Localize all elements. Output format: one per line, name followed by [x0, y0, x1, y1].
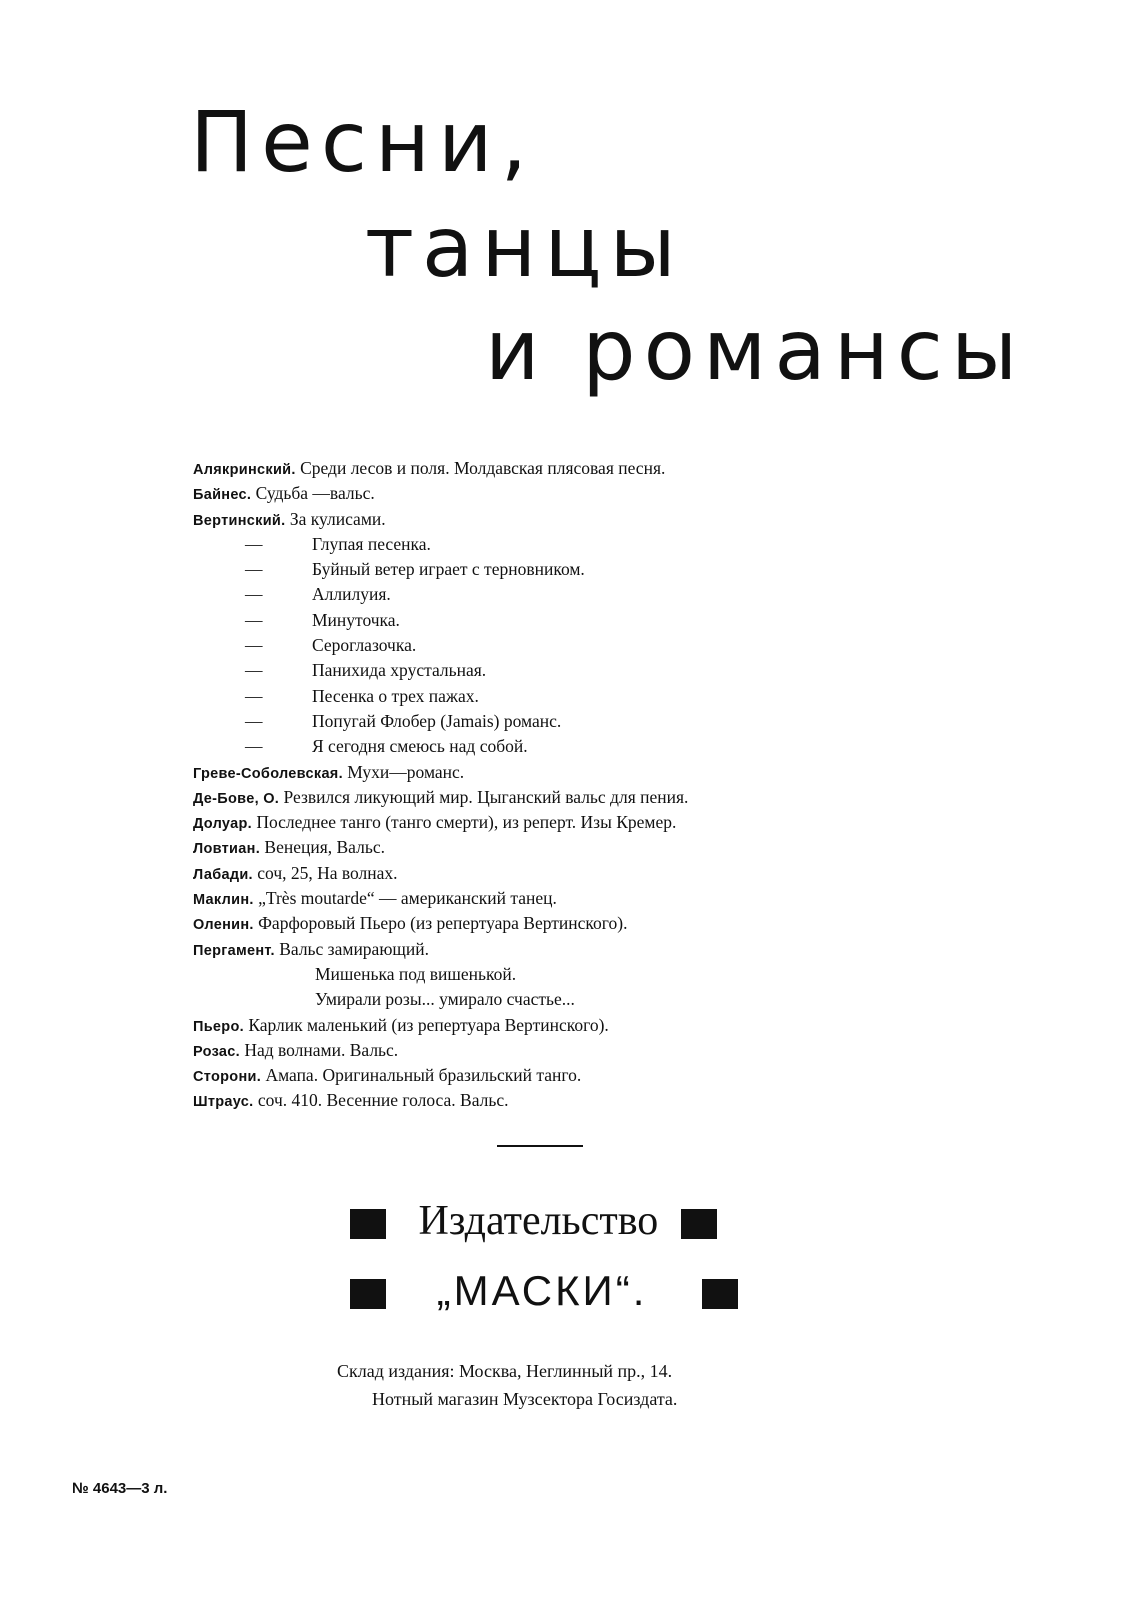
divider — [497, 1145, 583, 1147]
list-item — [193, 937, 893, 962]
ditto-dash: — — [245, 559, 263, 580]
black-square-ornament — [350, 1209, 386, 1239]
list-item — [193, 835, 893, 860]
work-title: соч, 25, На волнах. — [252, 862, 398, 883]
composer-name: Ловтиан. — [193, 841, 261, 858]
address-line-1: Склад издания: Москва, Неглинный пр., 14. — [337, 1361, 673, 1381]
list-item — [193, 456, 893, 481]
list-item — [193, 987, 893, 1012]
list-item — [193, 481, 893, 506]
composer-name: Штраус. — [193, 1094, 254, 1111]
composer-name: Алякринский. — [193, 462, 296, 478]
work-title: Венеция, Вальс. — [260, 837, 385, 858]
list-item — [193, 734, 893, 759]
work-title: Карлик маленький (из репертуара Вертинского). — [243, 1014, 609, 1035]
work-title: Песенка о трех пажах. — [312, 685, 479, 706]
work-title: Я сегодня смеюсь над собой. — [312, 736, 528, 757]
work-title: Панихида хрустальная. — [312, 660, 487, 681]
title-line-3: и романсы — [485, 301, 1026, 399]
list-item — [193, 962, 893, 987]
work-title: Минуточка. — [312, 609, 400, 630]
list-item — [193, 886, 893, 911]
list-item — [193, 911, 893, 936]
list-item — [193, 1013, 893, 1038]
composer-name: Розас. — [193, 1043, 240, 1060]
black-square-ornament — [681, 1209, 717, 1239]
repertoire-list — [193, 456, 893, 1114]
black-square-ornament — [702, 1279, 738, 1309]
ditto-dash: — — [245, 533, 263, 554]
work-title: Буйный ветер играет с терновником. — [312, 559, 585, 580]
list-item — [193, 507, 893, 532]
ditto-dash: — — [245, 635, 263, 656]
list-item — [193, 658, 893, 683]
work-title: Сероглазочка. — [312, 635, 417, 656]
list-item — [193, 1038, 893, 1063]
list-item — [193, 557, 893, 582]
black-square-ornament — [350, 1279, 386, 1309]
ditto-dash: — — [245, 660, 263, 681]
ditto-dash: — — [245, 710, 263, 731]
address-line-2: Нотный магазин Музсектора Госиздата. — [372, 1389, 678, 1409]
work-title: Мухи—романс. — [342, 761, 465, 782]
list-item — [193, 810, 893, 835]
ditto-dash: — — [245, 609, 263, 630]
work-title: Вальс замирающий. — [274, 938, 429, 959]
composer-name: Долуар. — [193, 816, 252, 833]
work-title: соч. 410. Весенние голоса. Вальс. — [253, 1090, 509, 1111]
ditto-dash: — — [245, 584, 263, 605]
catalog-number: № 4643—3 л. — [72, 1480, 168, 1497]
work-title: Фарфоровый Пьеро (из репертуара Вертинского). — [253, 913, 628, 934]
publisher-line-1: Издательство — [350, 1200, 717, 1242]
work-title: Последнее танго (танго смерти), из реперт. Изы Кремер. — [251, 812, 677, 833]
list-item — [193, 861, 893, 886]
list-item — [193, 760, 893, 785]
list-item — [193, 1063, 893, 1088]
title-line-2: танцы — [365, 198, 684, 296]
work-title: Мишенька под вишенькой. — [315, 963, 517, 984]
composer-name: Вертинский. — [193, 512, 286, 529]
composer-name: Байнес. — [193, 487, 252, 504]
composer-name: Де-Бове, О. — [193, 790, 280, 807]
title-line-1: Песни, — [190, 93, 536, 191]
list-item — [193, 709, 893, 734]
work-title: Умирали розы... умирало счастье... — [315, 989, 575, 1010]
work-title: Среди лесов и поля. Молдавская плясовая песня. — [295, 458, 666, 478]
list-item — [193, 633, 893, 658]
list-item — [193, 532, 893, 557]
work-title: Амапа. Оригинальный бразильский танго. — [261, 1065, 582, 1086]
work-title: За кулисами. — [285, 508, 386, 529]
work-title: Над волнами. Вальс. — [239, 1039, 399, 1060]
ditto-dash: — — [245, 736, 263, 757]
composer-name: Сторони. — [193, 1069, 262, 1086]
list-item — [193, 582, 893, 607]
composer-name: Греве-Соболевская. — [193, 765, 343, 782]
composer-name: Лабади. — [193, 866, 253, 883]
work-title: Попугай Флобер (Jamais) романс. — [312, 710, 562, 731]
list-item — [193, 684, 893, 709]
composer-name: Маклин. — [193, 892, 254, 909]
work-title: Глупая песенка. — [312, 533, 431, 554]
composer-name: Оленин. — [193, 917, 254, 934]
work-title: Судьба —вальс. — [251, 483, 375, 504]
list-item — [193, 608, 893, 633]
work-title: Аллилуия. — [312, 584, 391, 605]
publisher-line-2: „МАСКИ“. — [350, 1270, 738, 1312]
work-title: Резвился ликующий мир. Цыганский вальс для пения. — [279, 786, 689, 807]
list-item — [193, 1088, 893, 1113]
composer-name: Пьеро. — [193, 1018, 244, 1035]
work-title: „Très moutarde“ — американский танец. — [253, 888, 557, 909]
composer-name: Пергамент. — [193, 942, 275, 959]
ditto-dash: — — [245, 685, 263, 706]
list-item — [193, 785, 893, 810]
